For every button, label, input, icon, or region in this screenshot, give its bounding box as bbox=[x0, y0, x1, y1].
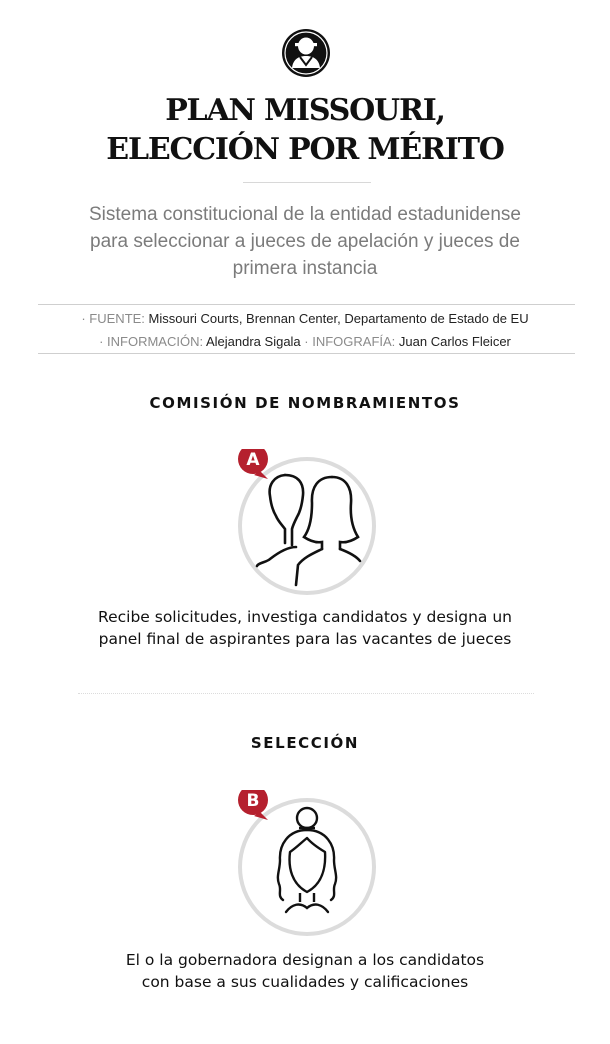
credits-source bbox=[0, 311, 610, 326]
section-a-desc-line-2: panel final de aspirantes para las vacantes de jueces bbox=[98, 630, 512, 648]
credits-authors bbox=[0, 334, 610, 349]
judge-silhouette-icon bbox=[281, 28, 331, 78]
section-b-desc-line-1: El o la gobernadora designan a los candidatos bbox=[125, 951, 485, 969]
section-a-description bbox=[0, 606, 610, 650]
graphic-value: Juan Carlos Fleicer bbox=[395, 334, 511, 349]
svg-text:A: A bbox=[246, 450, 260, 470]
badge-b bbox=[238, 790, 268, 820]
two-people-silhouette-icon bbox=[230, 449, 380, 599]
source-value: Missouri Courts, Brennan Center, Departamento de Estado de EU bbox=[144, 311, 529, 326]
section-a-desc-line-1: Recibe solicitudes, investiga candidatos y designa un bbox=[98, 608, 512, 626]
title-divider bbox=[243, 182, 371, 183]
subtitle-line-3: primera instancia bbox=[232, 258, 378, 279]
section-divider bbox=[78, 693, 534, 694]
section-b-heading: SELECCIÓN bbox=[250, 734, 360, 752]
page-title-line-2: ELECCIÓN POR MÉRITO bbox=[106, 132, 504, 167]
source-label: · FUENTE: bbox=[81, 311, 145, 326]
section-a-heading: COMISIÓN DE NOMBRAMIENTOS bbox=[149, 394, 461, 412]
info-value: Alejandra Sigala bbox=[203, 334, 305, 349]
badge-a bbox=[238, 449, 268, 479]
svg-text:B: B bbox=[246, 791, 260, 811]
subtitle bbox=[30, 201, 580, 282]
credits-top-divider bbox=[38, 304, 575, 305]
section-b-desc-line-2: con base a sus cualidades y calificaciones bbox=[141, 973, 469, 991]
info-label: · INFORMACIÓN: bbox=[99, 334, 204, 349]
page-title-line-1: PLAN MISSOURI, bbox=[165, 93, 445, 128]
governor-woman-icon bbox=[230, 790, 380, 940]
subtitle-line-1: Sistema constitucional de la entidad estadunidense bbox=[88, 204, 521, 225]
graphic-label: · INFOGRAFÍA: bbox=[304, 334, 396, 349]
credits-bottom-divider bbox=[38, 353, 575, 354]
subtitle-line-2: para seleccionar a jueces de apelación y jueces de bbox=[90, 231, 520, 252]
section-b-description bbox=[0, 949, 610, 993]
